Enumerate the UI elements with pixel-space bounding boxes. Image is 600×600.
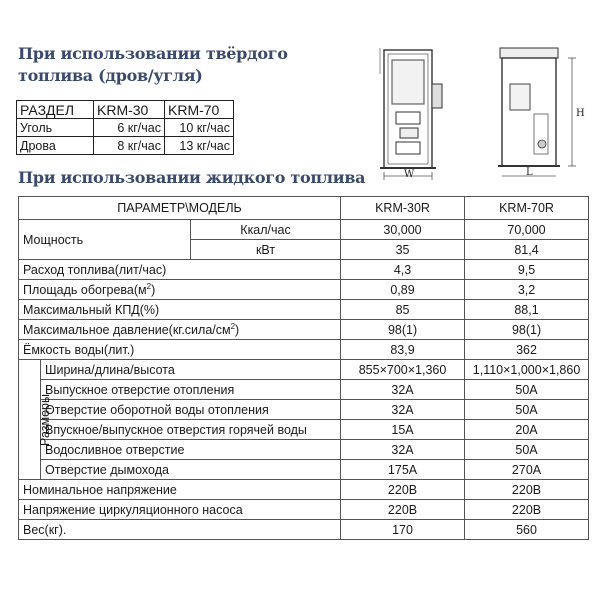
row-label: Впускное/выпускное отверстия горячей воды [41, 420, 341, 440]
table-row [19, 220, 589, 240]
header-krm30: KRM-30 [94, 101, 165, 119]
row-label: Уголь [17, 119, 94, 137]
table-row [19, 360, 589, 380]
header-section: РАЗДЕЛ [17, 101, 94, 119]
row-label: Расход топлива(лит/час) [19, 260, 341, 280]
row-value: 1,110×1,000×1,860 [465, 360, 589, 380]
row-label-power: Мощность [19, 220, 191, 260]
row-label: Максимальный КПД(%) [19, 300, 341, 320]
row-value: 83,9 [341, 340, 465, 360]
row-value: 0,89 [341, 280, 465, 300]
row-label: Выпускное отверстие отопления [41, 380, 341, 400]
row-value: 170 [341, 520, 465, 540]
solid-fuel-title: При использовании твёрдого топлива (дров/угля) [18, 44, 288, 85]
table-row [19, 440, 589, 460]
row-value: 4,3 [341, 260, 465, 280]
row-value: 32A [341, 440, 465, 460]
dim-h: H [576, 108, 585, 119]
row-label: Ёмкость воды(лит.) [19, 340, 341, 360]
row-label: Номинальное напряжение [19, 480, 341, 500]
row-value: 50A [465, 400, 589, 420]
row-value: 98(1) [465, 320, 589, 340]
table-row [19, 380, 589, 400]
header-krm70: KRM-70 [165, 101, 234, 119]
unit-kcal: Ккал/час [191, 220, 341, 240]
liquid-fuel-table [18, 196, 589, 540]
sizes-label: Размеры [19, 360, 41, 480]
row-label: Вес(кг). [19, 520, 341, 540]
row-value: 8 кг/час [94, 137, 165, 155]
row-label: Отверстие дымохода [41, 460, 341, 480]
table-row [19, 460, 589, 480]
row-value: 35 [341, 240, 465, 260]
table-row [19, 300, 589, 320]
boiler-side-drawing [488, 44, 588, 184]
row-label: Дрова [17, 137, 94, 155]
row-value: 855×700×1,360 [341, 360, 465, 380]
row-value: 9,5 [465, 260, 589, 280]
row-value: 15A [341, 420, 465, 440]
row-value: 6 кг/час [94, 119, 165, 137]
table-row [19, 320, 589, 340]
row-label: Напряжение циркуляционного насоса [19, 500, 341, 520]
row-value: 220B [465, 500, 589, 520]
row-value: 20A [465, 420, 589, 440]
table-row [19, 420, 589, 440]
row-value: 270A [465, 460, 589, 480]
row-label: Водосливное отверстие [41, 440, 341, 460]
row-value: 30,000 [341, 220, 465, 240]
row-value: 32A [341, 380, 465, 400]
solid-fuel-table [16, 100, 234, 155]
row-value: 10 кг/час [165, 119, 234, 137]
row-value: 13 кг/час [165, 137, 234, 155]
table-header-row [17, 101, 234, 119]
row-value: 81,4 [465, 240, 589, 260]
table-row [19, 260, 589, 280]
dim-l: L [526, 167, 533, 178]
header-krm70r: KRM-70R [465, 197, 589, 220]
row-value: 88,1 [465, 300, 589, 320]
row-value: 560 [465, 520, 589, 540]
header-param: ПАРАМЕТР\МОДЕЛЬ [19, 197, 341, 220]
header-krm30r: KRM-30R [341, 197, 465, 220]
row-value: 50A [465, 380, 589, 400]
row-label: Площадь $обогрева(м^2)$ [19, 280, 341, 300]
table-row [19, 500, 589, 520]
table-row [19, 340, 589, 360]
table-header-row [19, 197, 589, 220]
row-value: 32A [341, 400, 465, 420]
table-row [19, 520, 589, 540]
row-value: 98(1) [341, 320, 465, 340]
table-row [17, 137, 234, 155]
boiler-front-drawing [366, 44, 476, 184]
row-value: 50A [465, 440, 589, 460]
row-label: Отверстие оборотной воды отопления [41, 400, 341, 420]
row-value: 220B [341, 500, 465, 520]
row-value: 85 [341, 300, 465, 320]
table-row [17, 119, 234, 137]
row-value: 362 [465, 340, 589, 360]
row-value: 70,000 [465, 220, 589, 240]
liquid-fuel-title: При использовании жидкого топлива [18, 168, 366, 187]
row-value: 175A [341, 460, 465, 480]
row-label: Ширина/длина/высота [41, 360, 341, 380]
dim-w: W [404, 169, 415, 180]
row-value: 3,2 [465, 280, 589, 300]
row-value: 220B [341, 480, 465, 500]
row-label: Максимальное $давление(кг.сила/см^2)$ [19, 320, 341, 340]
table-row [19, 480, 589, 500]
table-row [19, 400, 589, 420]
table-row [19, 280, 589, 300]
row-value: 220B [465, 480, 589, 500]
unit-kw: кВт [191, 240, 341, 260]
